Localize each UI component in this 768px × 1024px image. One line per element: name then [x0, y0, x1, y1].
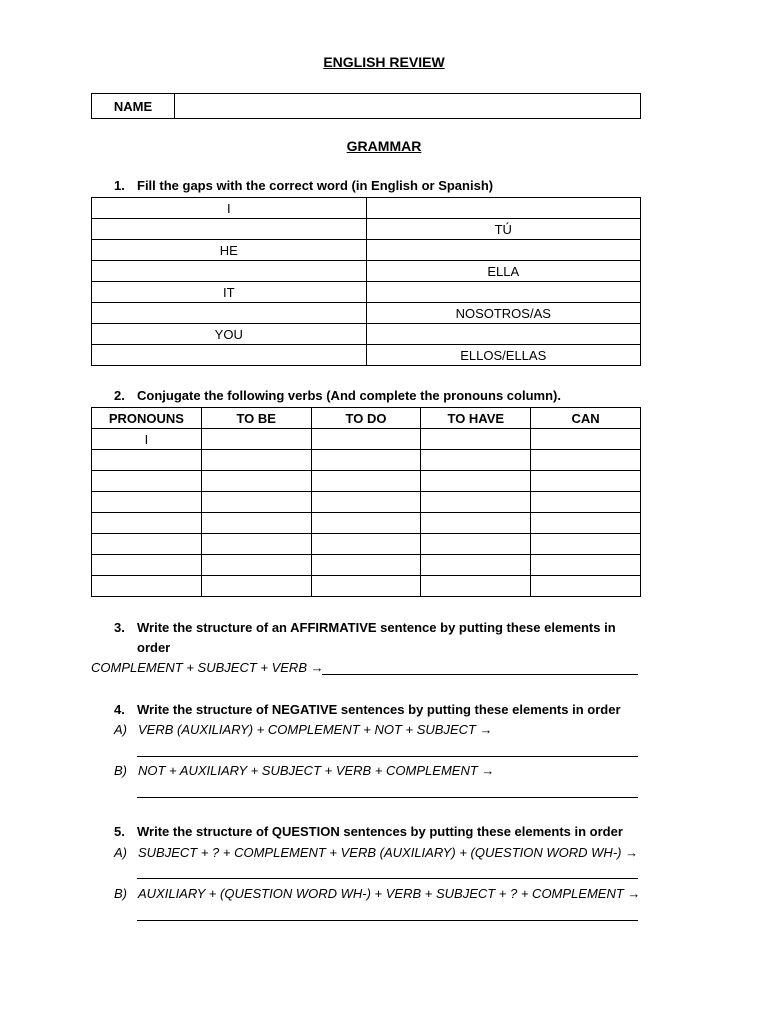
- question-number: 1.: [114, 178, 125, 193]
- table-cell[interactable]: ELLOS/ELLAS: [366, 345, 641, 366]
- table-cell[interactable]: I: [92, 429, 202, 450]
- question-formula-a: SUBJECT + ? + COMPLEMENT + VERB (AUXILIARY) + (QUESTION WORD WH-) →: [138, 845, 639, 860]
- table-cell[interactable]: [311, 555, 421, 576]
- table-cell[interactable]: [92, 555, 202, 576]
- table-cell[interactable]: [311, 429, 421, 450]
- question-text: Conjugate the following verbs (And complete the pronouns column).: [137, 388, 561, 403]
- question-3-title-continued: order: [137, 640, 171, 655]
- name-label: NAME: [92, 94, 175, 119]
- table-cell[interactable]: [421, 471, 531, 492]
- table-cell[interactable]: [366, 324, 641, 345]
- table-cell[interactable]: [311, 534, 421, 555]
- table-cell[interactable]: [531, 429, 641, 450]
- table-row: [92, 303, 641, 324]
- table-cell[interactable]: [531, 492, 641, 513]
- table-cell[interactable]: [92, 576, 202, 597]
- table-cell[interactable]: [421, 513, 531, 534]
- table-cell[interactable]: [201, 555, 311, 576]
- question-number: 5.: [114, 824, 125, 839]
- question-number: 3.: [114, 620, 125, 635]
- column-header: CAN: [531, 408, 641, 429]
- table-row: [92, 240, 641, 261]
- table-header-row: [92, 408, 641, 429]
- table-row: [92, 471, 641, 492]
- table-cell[interactable]: [531, 576, 641, 597]
- table-cell[interactable]: [92, 492, 202, 513]
- table-cell[interactable]: [421, 429, 531, 450]
- table-cell[interactable]: [201, 513, 311, 534]
- table-row: [92, 534, 641, 555]
- table-cell[interactable]: [531, 555, 641, 576]
- table-cell[interactable]: I: [92, 198, 367, 219]
- table-cell[interactable]: NOSOTROS/AS: [366, 303, 641, 324]
- table-cell[interactable]: [531, 534, 641, 555]
- table-cell[interactable]: [531, 513, 641, 534]
- table-cell[interactable]: [311, 492, 421, 513]
- table-cell[interactable]: YOU: [92, 324, 367, 345]
- question-text: Write the structure of NEGATIVE sentences by putting these elements in order: [137, 702, 621, 717]
- table-row: [92, 219, 641, 240]
- column-header: TO HAVE: [421, 408, 531, 429]
- option-letter: A): [114, 845, 127, 860]
- table-row: [92, 492, 641, 513]
- answer-line[interactable]: [137, 797, 638, 798]
- table-cell[interactable]: [366, 240, 641, 261]
- answer-line[interactable]: [137, 878, 638, 879]
- table-cell[interactable]: [366, 282, 641, 303]
- column-header: TO DO: [311, 408, 421, 429]
- table-cell[interactable]: ELLA: [366, 261, 641, 282]
- name-field[interactable]: [175, 94, 641, 119]
- table-cell[interactable]: [92, 513, 202, 534]
- table-cell[interactable]: [201, 429, 311, 450]
- table-cell[interactable]: [201, 492, 311, 513]
- table-cell[interactable]: TÚ: [366, 219, 641, 240]
- table-cell[interactable]: [421, 576, 531, 597]
- table-cell[interactable]: [201, 450, 311, 471]
- affirmative-formula: COMPLEMENT + SUBJECT + VERB →: [91, 660, 324, 675]
- table-row: [92, 555, 641, 576]
- table-cell[interactable]: [92, 471, 202, 492]
- table-cell[interactable]: [421, 534, 531, 555]
- negative-formula-b: NOT + AUXILIARY + SUBJECT + VERB + COMPLEMENT →: [138, 763, 495, 778]
- table-row: [92, 450, 641, 471]
- name-table: [91, 93, 641, 119]
- question-text: Write the structure of an AFFIRMATIVE sentence by putting these elements in: [137, 620, 616, 635]
- table-row: [92, 513, 641, 534]
- negative-formula-a: VERB (AUXILIARY) + COMPLEMENT + NOT + SUBJECT →: [138, 722, 493, 737]
- table-cell[interactable]: [311, 450, 421, 471]
- table-cell[interactable]: [92, 450, 202, 471]
- question-text: Write the structure of QUESTION sentences by putting these elements in order: [137, 824, 623, 839]
- table-row: [92, 576, 641, 597]
- table-row: [92, 345, 641, 366]
- column-header: TO BE: [201, 408, 311, 429]
- table-cell[interactable]: HE: [92, 240, 367, 261]
- conjugation-table: [91, 407, 641, 597]
- table-cell[interactable]: [92, 261, 367, 282]
- table-cell[interactable]: [92, 345, 367, 366]
- table-cell[interactable]: [92, 219, 367, 240]
- table-cell[interactable]: [201, 471, 311, 492]
- table-cell[interactable]: [92, 534, 202, 555]
- table-cell[interactable]: [201, 576, 311, 597]
- column-header: PRONOUNS: [92, 408, 202, 429]
- table-cell[interactable]: [421, 450, 531, 471]
- table-cell[interactable]: IT: [92, 282, 367, 303]
- answer-line[interactable]: [137, 756, 638, 757]
- option-letter: B): [114, 886, 127, 901]
- table-cell[interactable]: [311, 576, 421, 597]
- pronoun-translation-table: [91, 197, 641, 366]
- table-row: [92, 324, 641, 345]
- document-title: ENGLISH REVIEW: [323, 54, 445, 70]
- section-title: GRAMMAR: [346, 138, 422, 154]
- table-row: [92, 198, 641, 219]
- table-row: [92, 429, 641, 450]
- table-cell[interactable]: [366, 198, 641, 219]
- option-letter: B): [114, 763, 127, 778]
- table-cell[interactable]: [311, 471, 421, 492]
- question-number: 4.: [114, 702, 125, 717]
- table-cell[interactable]: [421, 555, 531, 576]
- answer-line[interactable]: [322, 674, 638, 675]
- table-cell[interactable]: [531, 450, 641, 471]
- table-cell[interactable]: [201, 534, 311, 555]
- table-row: [92, 282, 641, 303]
- table-cell[interactable]: [92, 303, 367, 324]
- question-number: 2.: [114, 388, 125, 403]
- table-cell[interactable]: [421, 492, 531, 513]
- option-letter: A): [114, 722, 127, 737]
- table-row: [92, 261, 641, 282]
- table-cell[interactable]: [531, 471, 641, 492]
- question-text: Fill the gaps with the correct word (in English or Spanish): [137, 178, 494, 193]
- table-cell[interactable]: [311, 513, 421, 534]
- question-formula-b: AUXILIARY + (QUESTION WORD WH-) + VERB + SUBJECT + ? + COMPLEMENT →: [138, 886, 641, 901]
- answer-line[interactable]: [137, 920, 638, 921]
